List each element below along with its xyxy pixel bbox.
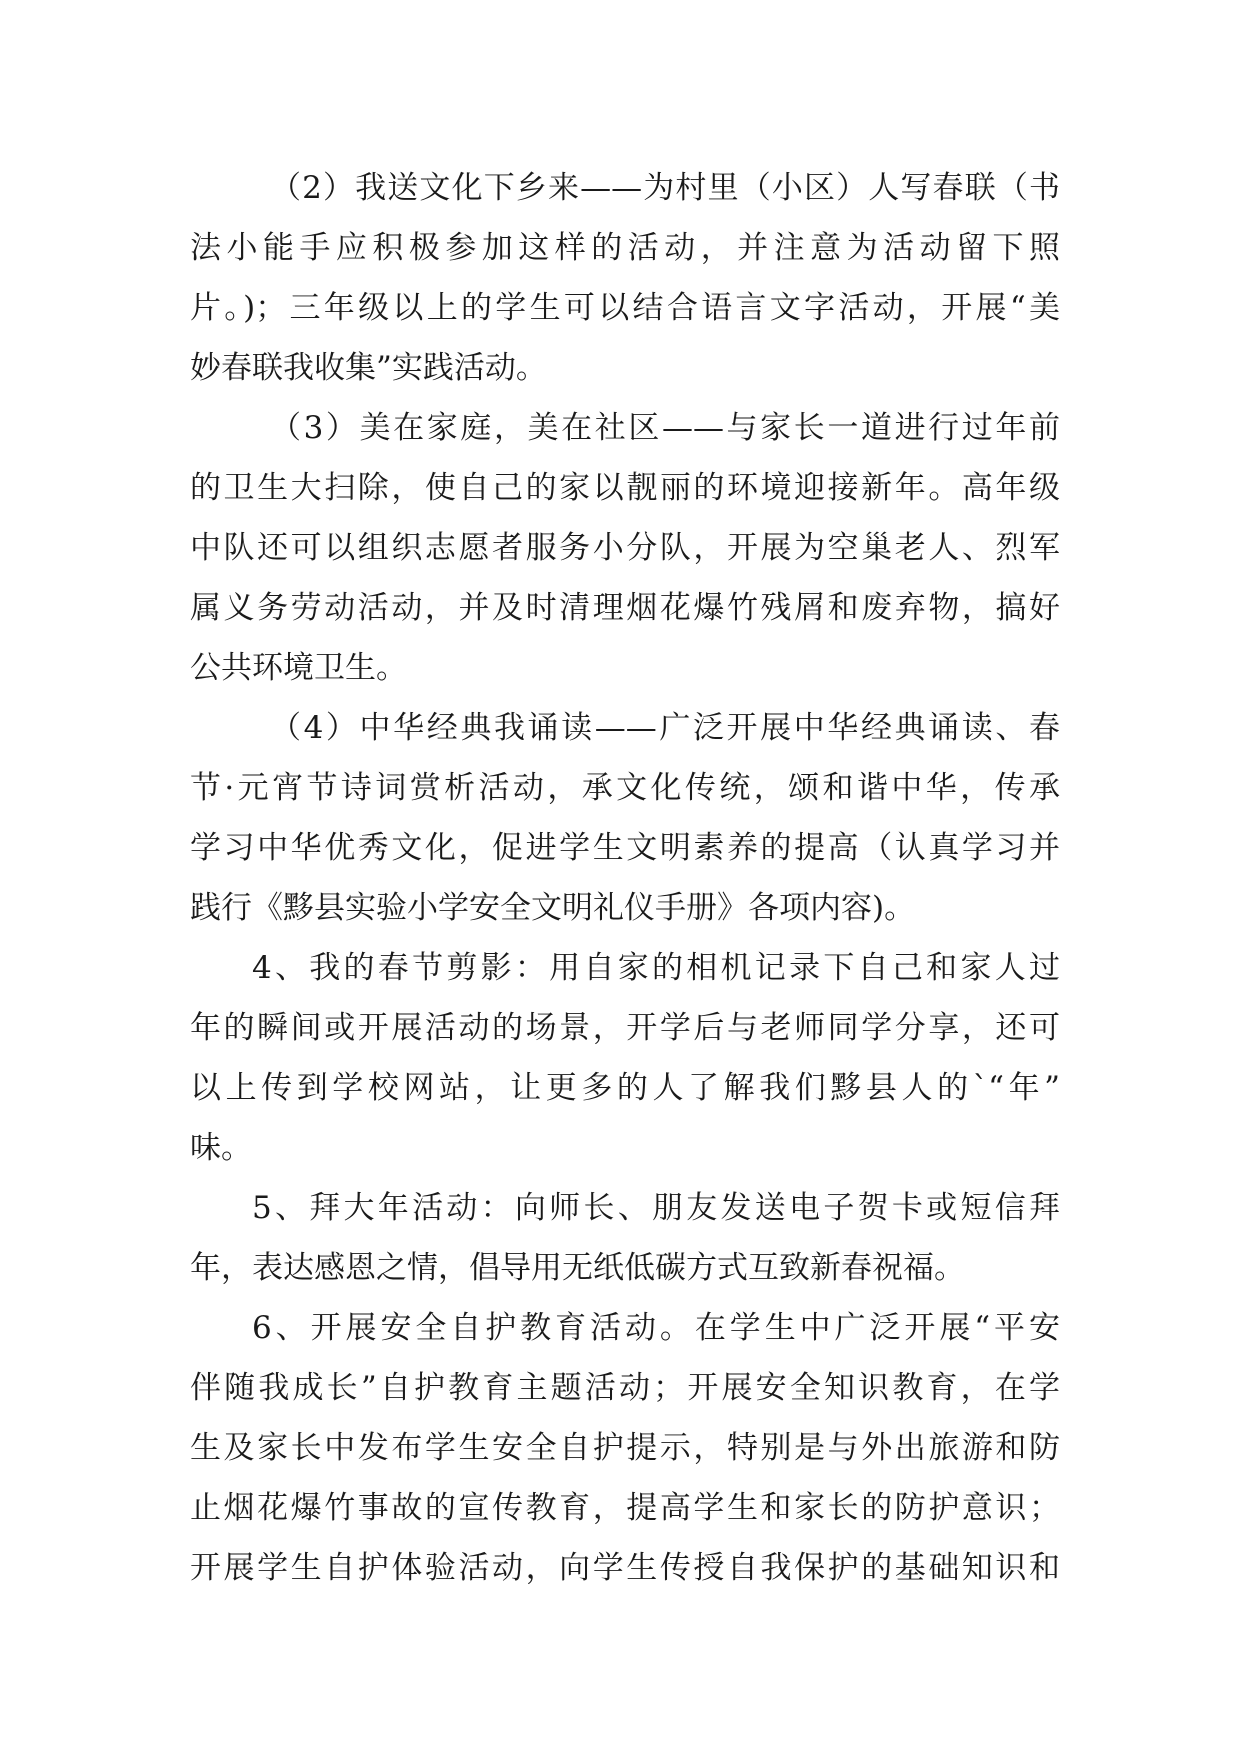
text-line: 年，表达感恩之情，倡导用无纸低碳方式互致新春祝福。 bbox=[190, 1250, 965, 1286]
text-line: 生及家长中发布学生安全自护提示，特别是与外出旅游和防 bbox=[190, 1430, 1060, 1466]
text-line: 中队还可以组织志愿者服务小分队，开展为空巢老人、烈军 bbox=[190, 530, 1060, 566]
paragraph bbox=[190, 398, 1060, 698]
text-line: 践行《黟县实验小学安全文明礼仪手册》各项内容)。 bbox=[190, 890, 916, 926]
paragraph bbox=[190, 1178, 1060, 1298]
text-line: 节·元宵节诗词赏析活动，承文化传统，颂和谐中华，传承 bbox=[190, 770, 1060, 806]
text-line: 妙春联我收集”实践活动。 bbox=[190, 350, 547, 386]
text-line: （3）美在家庭，美在社区——与家长一道进行过年前 bbox=[270, 410, 1060, 446]
text-line: 法小能手应积极参加这样的活动，并注意为活动留下照 bbox=[190, 230, 1060, 266]
text-line: 5、拜大年活动：向师长、朋友发送电子贺卡或短信拜 bbox=[252, 1190, 1060, 1226]
text-line: 止烟花爆竹事故的宣传教育，提高学生和家长的防护意识； bbox=[190, 1490, 1060, 1526]
text-line: 片。)；三年级以上的学生可以结合语言文字活动，开展“美 bbox=[190, 290, 1060, 326]
text-line: 属义务劳动活动，并及时清理烟花爆竹残屑和废弃物，搞好 bbox=[190, 590, 1060, 626]
text-line: 开展学生自护体验活动，向学生传授自我保护的基础知识和 bbox=[190, 1550, 1060, 1586]
document-body bbox=[190, 158, 1060, 1598]
text-line: 学习中华优秀文化，促进学生文明素养的提高（认真学习并 bbox=[190, 830, 1060, 866]
text-line: （4）中华经典我诵读——广泛开展中华经典诵读、春 bbox=[270, 710, 1060, 746]
text-line: 的卫生大扫除，使自己的家以靓丽的环境迎接新年。高年级 bbox=[190, 470, 1060, 506]
text-line: 味。 bbox=[190, 1130, 252, 1166]
text-line: 6、开展安全自护教育活动。在学生中广泛开展“平安 bbox=[252, 1310, 1060, 1346]
text-line: 公共环境卫生。 bbox=[190, 650, 407, 686]
text-line: 以上传到学校网站，让更多的人了解我们黟县人的`“年” bbox=[190, 1070, 1060, 1106]
text-line: （2）我送文化下乡来——为村里（小区）人写春联（书 bbox=[270, 170, 1060, 206]
paragraph bbox=[190, 698, 1060, 938]
text-line: 伴随我成长”自护教育主题活动；开展安全知识教育，在学 bbox=[190, 1370, 1060, 1406]
text-line: 年的瞬间或开展活动的场景，开学后与老师同学分享，还可 bbox=[190, 1010, 1060, 1046]
text-line: 4、我的春节剪影：用自家的相机记录下自己和家人过 bbox=[252, 950, 1060, 986]
paragraph bbox=[190, 158, 1060, 398]
paragraph bbox=[190, 938, 1060, 1178]
paragraph bbox=[190, 1298, 1060, 1598]
